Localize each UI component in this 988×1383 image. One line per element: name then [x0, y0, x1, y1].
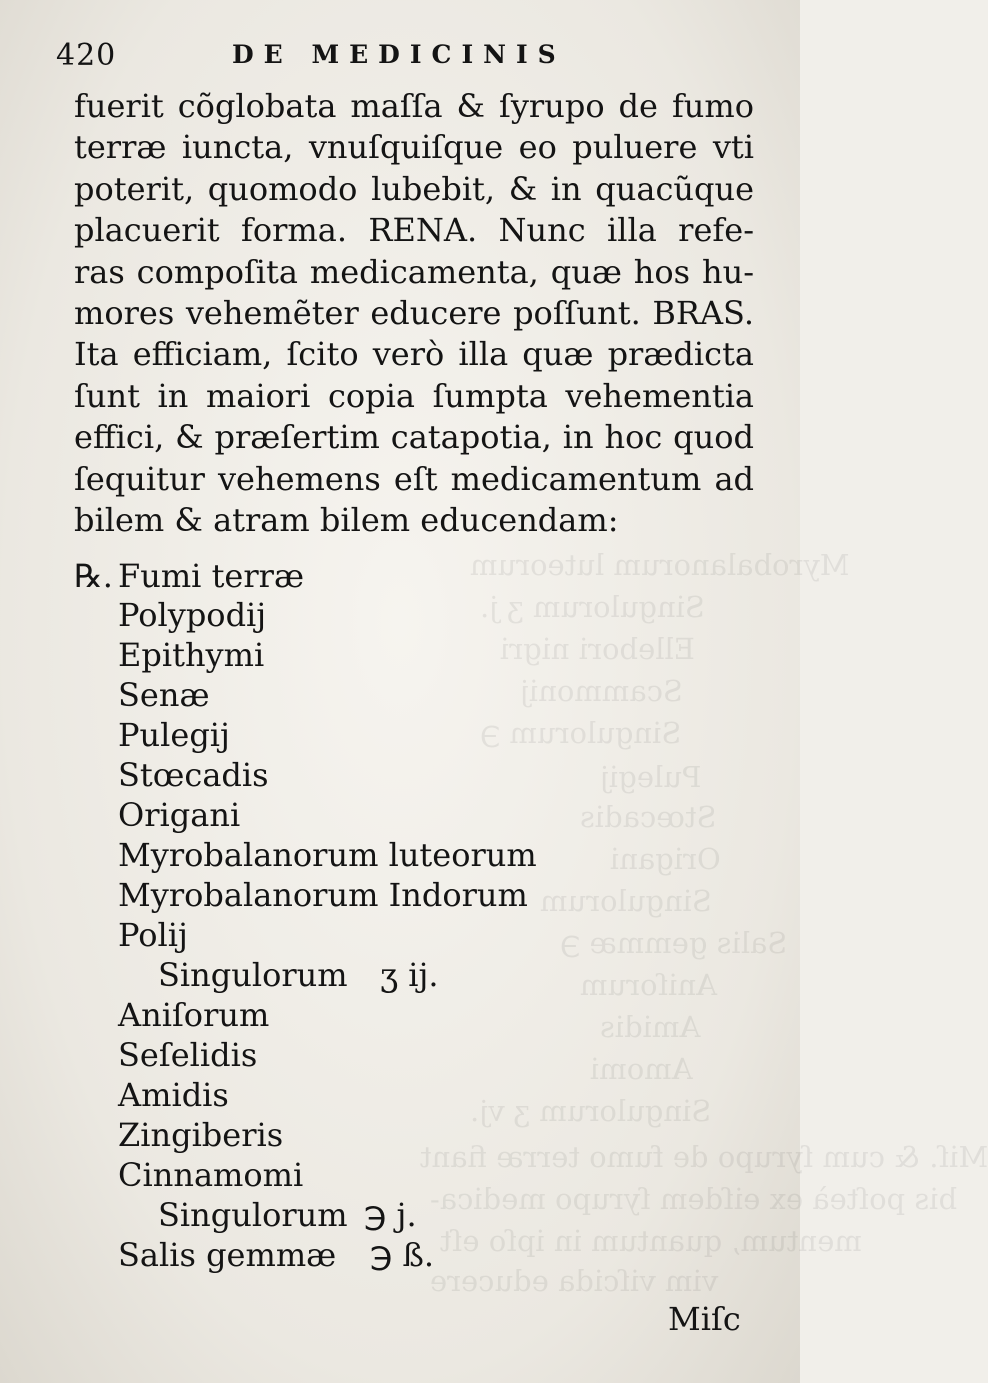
recipe-ingredient: Stœcadis: [118, 756, 269, 794]
show-through-text: Ellebori nigri: [500, 632, 695, 666]
recipe-first-line: [74, 556, 774, 597]
recipe-symbol: ℞.: [74, 557, 113, 595]
recipe-block: [74, 556, 774, 1296]
show-through-text: vim viſcida educere: [430, 1264, 719, 1298]
text-line: mores vehemẽter educere poſſunt. BRAS.: [74, 293, 754, 332]
show-through-text: Stœcadis: [580, 800, 717, 834]
recipe-ingredient: Zingiberis: [118, 1116, 284, 1154]
show-through-text: Scammonij: [520, 674, 683, 708]
recipe-dose-label: Singulorum: [158, 1196, 348, 1234]
text-line: bilem & atram bilem educendam:: [74, 500, 619, 539]
page-number: 420: [56, 38, 117, 73]
show-through-text: Aniſorum: [580, 968, 718, 1002]
recipe-ingredient: Myrobalanorum luteorum: [118, 836, 537, 874]
show-through-text: Amomi: [590, 1052, 693, 1086]
text-line: poterit, quomodo lubebit, & in quacũque: [74, 169, 754, 208]
recipe-quantity: ℈ ß.: [370, 1236, 435, 1274]
text-line: ſunt in maiori copia ſumpta vehementia: [74, 376, 754, 415]
show-through-text: bis poſteà ex eiſdem ſyrupo medica-: [430, 1182, 958, 1216]
show-through-text: Singulorum ʒ j.: [480, 590, 705, 624]
text-line: effici, & præſertim catapotia, in hoc quod: [74, 418, 754, 457]
recipe-ingredient: Polij: [118, 916, 188, 954]
recipe-ingredient: Amidis: [118, 1076, 229, 1114]
show-through-text: Salis gemmæ ℈: [560, 926, 788, 960]
recipe-ingredient: Aniſorum: [118, 996, 270, 1034]
recipe-ingredient: Senæ: [118, 676, 210, 714]
recipe-ingredient: Cinnamomi: [118, 1156, 304, 1194]
running-head: DE MEDICINIS: [232, 40, 566, 69]
recipe-dose-label: Singulorum: [158, 956, 348, 994]
text-line: Ita efficiam, ſcito verò illa quæ prædicta: [74, 335, 754, 374]
recipe-ingredient: Epithymi: [118, 636, 265, 674]
recipe-quantity: ℈ j.: [364, 1196, 417, 1234]
show-through-text: Pulegij: [600, 760, 702, 794]
text-line: ras compoſita medicamenta, quæ hos hu-: [74, 252, 754, 291]
show-through-text: Singulorum: [540, 884, 712, 918]
recipe-ingredient: Salis gemmæ: [118, 1236, 337, 1274]
recipe-ingredient: Myrobalanorum Indorum: [118, 876, 528, 914]
recipe-ingredient: Fumi terræ: [118, 557, 305, 595]
show-through-text: Myrobalanorum luteorum: [470, 548, 850, 582]
text-line: placuerit forma. RENA. Nunc illa refe-: [74, 211, 754, 250]
text-line: terræ iuncta, vnuſquiſque eo puluere vti: [74, 128, 754, 167]
text-line: fuerit cõglobata maſſa & ſyrupo de fumo: [74, 87, 754, 125]
recipe-quantity: ʒ ij.: [380, 956, 439, 994]
show-through-text: Amidis: [600, 1010, 701, 1044]
show-through-text: Origani: [610, 842, 721, 876]
recipe-ingredient: Polypodij: [118, 596, 267, 634]
show-through-text: Singulorum ʒ vj.: [470, 1094, 712, 1128]
show-through-text: mentum, quantum in ipſo eſt: [440, 1224, 862, 1258]
body-paragraph: [74, 86, 754, 541]
catchword: Miſc: [668, 1300, 741, 1338]
recipe-ingredient: Seſelidis: [118, 1036, 258, 1074]
text-line: ſequitur vehemens eſt medicamentum ad: [74, 459, 754, 498]
show-through-text: Singulorum ℈: [480, 716, 682, 750]
recipe-ingredient: Pulegij: [118, 716, 230, 754]
recipe-ingredient: Origani: [118, 796, 241, 834]
show-through-text: Miſ. & cum ſyrupo de fumo terræ fiant: [420, 1140, 988, 1174]
